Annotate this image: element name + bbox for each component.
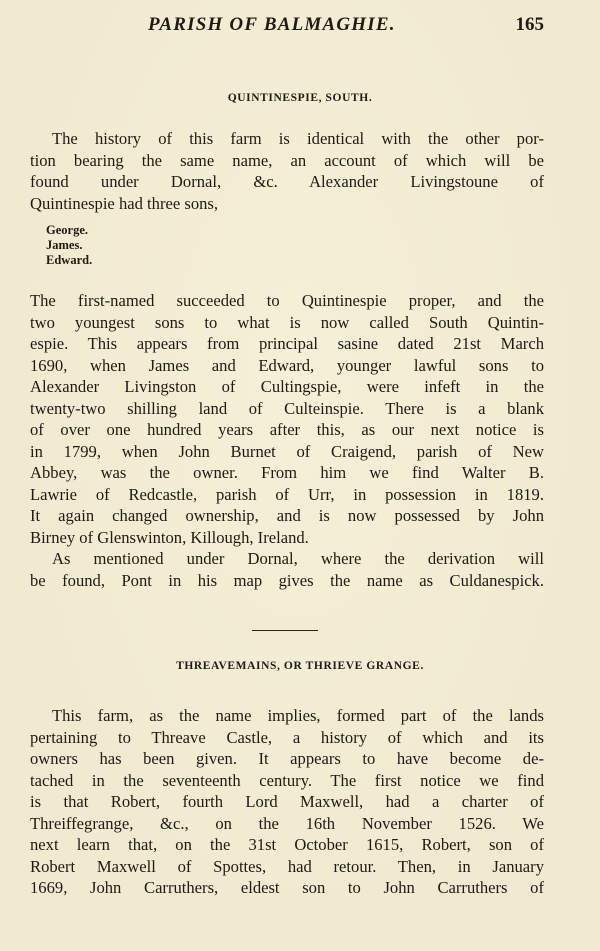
text-line: Quintinespie had three sons, bbox=[30, 193, 219, 213]
text-line: owners has been given. It appears to have become de- bbox=[30, 749, 544, 768]
son-name: James. bbox=[46, 238, 83, 252]
text-line: is that Robert, fourth Lord Maxwell, had a charter of bbox=[30, 792, 544, 811]
text-line: As mentioned under Dornal, where the derivation will bbox=[52, 549, 544, 568]
text-line: in 1799, when John Burnet of Craigend, parish of New bbox=[30, 441, 544, 461]
section-divider bbox=[252, 630, 318, 631]
text-line: Lawrie of Redcastle, parish of Urr, in possession in 1819. bbox=[30, 484, 544, 504]
text-line: 1690, when James and Edward, younger lawful sons to bbox=[30, 355, 544, 375]
text-line: tached in the seventeenth century. The first notice we find bbox=[30, 770, 544, 790]
running-head bbox=[0, 14, 600, 44]
son-name: George. bbox=[46, 223, 88, 237]
text-line: tion bearing the same name, an account of which will be bbox=[30, 150, 544, 170]
text-line: The history of this farm is identical with the other por- bbox=[52, 129, 544, 148]
text-line: 1669, John Carruthers, eldest son to John Carruthers of bbox=[30, 878, 544, 897]
sons-list bbox=[46, 223, 92, 268]
quintinespie-paragraph-3 bbox=[30, 548, 544, 591]
son-name: Edward. bbox=[46, 253, 93, 267]
text-line: Robert Maxwell of Spottes, had retour. Then, in January bbox=[30, 856, 544, 876]
text-line: next learn that, on the 31st October 1615, Robert, son of bbox=[30, 835, 544, 854]
threavemains-paragraph-1 bbox=[30, 705, 544, 899]
section-heading-threavemains: THREAVEMAINS, OR THRIEVE GRANGE. bbox=[176, 660, 424, 672]
quintinespie-paragraph-2 bbox=[30, 290, 544, 548]
text-line: This farm, as the name implies, formed part of the lands bbox=[52, 706, 544, 725]
text-line: be found, Pont in his map gives the name as Culdanespick. bbox=[30, 570, 544, 590]
running-title: PARISH OF BALMAGHIE. bbox=[148, 14, 396, 35]
quintinespie-paragraph-1 bbox=[30, 128, 544, 214]
text-line: found under Dornal, &c. Alexander Livingstoune of bbox=[30, 172, 544, 191]
text-line: Alexander Livingston of Cultingspie, were infeft in the bbox=[30, 377, 544, 396]
text-line: of over one hundred years after this, as our next notice is bbox=[30, 420, 544, 439]
page-number: 165 bbox=[515, 14, 544, 35]
text-line: Threiffegrange, &c., on the 16th November 1526. We bbox=[30, 813, 544, 833]
text-line: It again changed ownership, and is now possessed by John bbox=[30, 506, 544, 525]
text-line: The first-named succeeded to Quintinespie proper, and the bbox=[30, 291, 544, 310]
text-line: two youngest sons to what is now called South Quintin- bbox=[30, 312, 544, 332]
text-line: Abbey, was the owner. From him we find Walter B. bbox=[30, 463, 544, 482]
text-line: Birney of Glenswinton, Killough, Ireland. bbox=[30, 527, 309, 547]
text-line: pertaining to Threave Castle, a history of which and its bbox=[30, 727, 544, 747]
section-heading-quintinespie: QUINTINESPIE, SOUTH. bbox=[227, 92, 373, 104]
text-line: twenty-two shilling land of Culteinspie. There is a blank bbox=[30, 398, 544, 418]
text-line: espie. This appears from principal sasine dated 21st March bbox=[30, 334, 544, 353]
